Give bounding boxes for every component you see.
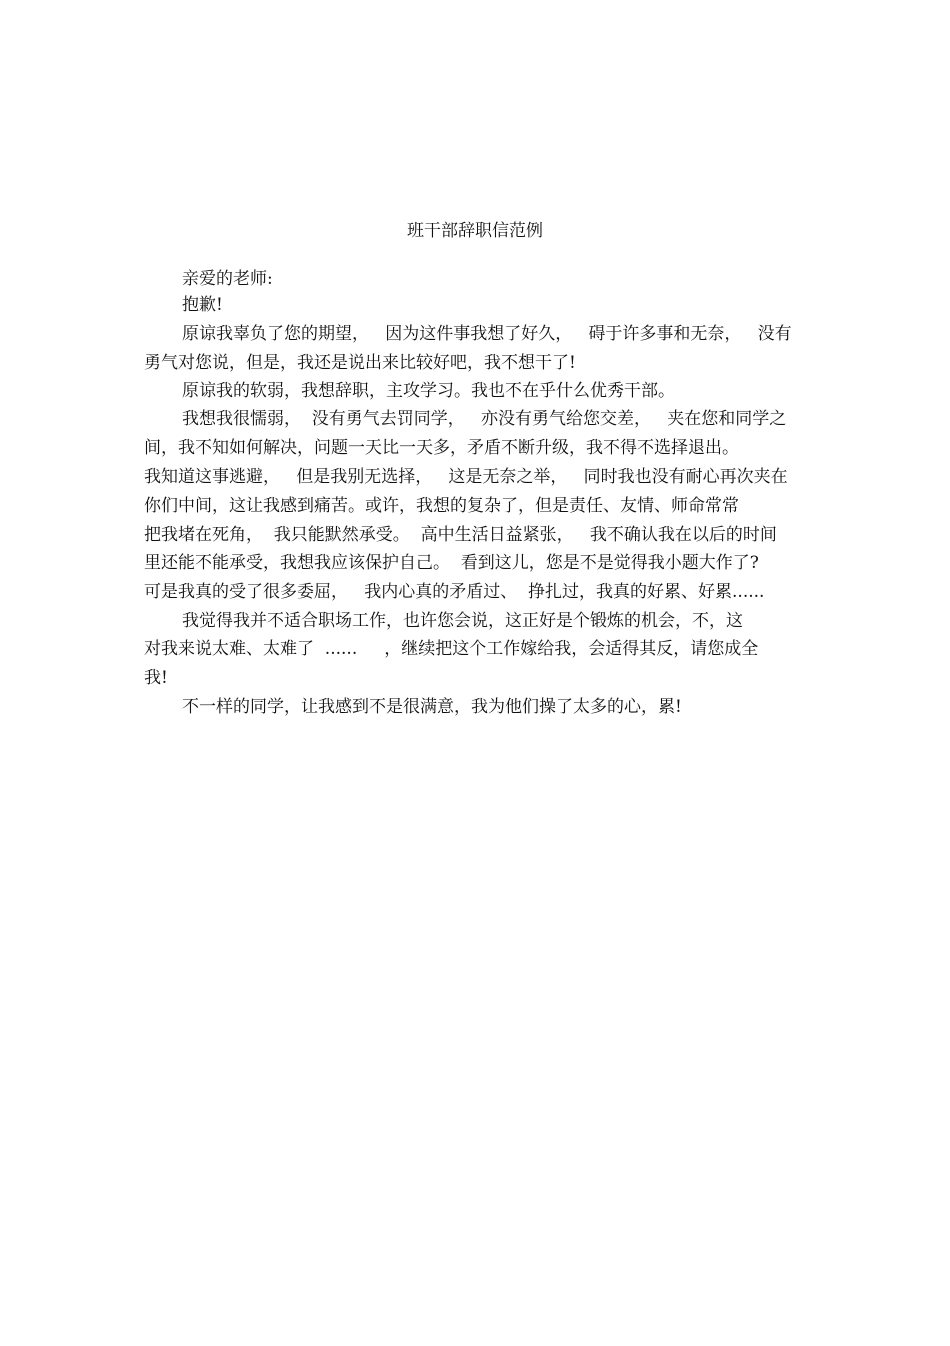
text-line: 里还能不能承受，我想我应该保护自己。 看到这儿，您是不是觉得我小题大作了? bbox=[144, 553, 759, 573]
text-line: 原谅我辜负了您的期望， 因为这件事我想了好久， 碍于许多事和无奈， 没有 bbox=[182, 324, 792, 344]
text-line: 我想我很懦弱， 没有勇气去罚同学， 亦没有勇气给您交差， 夹在您和同学之 bbox=[182, 409, 787, 429]
text-line: 对我来说太难、太难了 ...... ，继续把这个工作嫁给我，会适得其反，请您成全 bbox=[144, 639, 759, 659]
text-line: 勇气对您说，但是，我还是说出来比较好吧，我不想干了! bbox=[144, 353, 576, 373]
text-line: 间，我不知如何解决，问题一天比一天多，矛盾不断升级，我不得不选择退出。 bbox=[144, 438, 739, 458]
text-line: 我知道这事逃避， 但是我别无选择， 这是无奈之举， 同时我也没有耐心再次夹在 bbox=[144, 467, 788, 487]
text-line: 把我堵在死角， 我只能默然承受。 高中生活日益紧张， 我不确认我在以后的时间 bbox=[144, 525, 777, 545]
document-title: 班干部辞职信范例 bbox=[407, 221, 543, 241]
salutation: 亲爱的老师: bbox=[182, 269, 273, 289]
text-line: 不一样的同学，让我感到不是很满意，我为他们操了太多的心，累! bbox=[182, 697, 682, 717]
text-line: 你们中间，这让我感到痛苦。或许，我想的复杂了，但是责任、友情、师命常常 bbox=[144, 496, 739, 516]
text-line: 我觉得我并不适合职场工作，也许您会说，这正好是个锻炼的机会，不，这 bbox=[182, 611, 743, 631]
text-line: 原谅我的软弱，我想辞职，主攻学习。我也不在乎什么优秀干部。 bbox=[182, 381, 675, 401]
text-line: 可是我真的受了很多委屈， 我内心真的矛盾过、 挣扎过，我真的好累、好累...... bbox=[144, 582, 765, 602]
text-line: 我! bbox=[144, 668, 168, 688]
text-line: 抱歉! bbox=[182, 295, 223, 315]
